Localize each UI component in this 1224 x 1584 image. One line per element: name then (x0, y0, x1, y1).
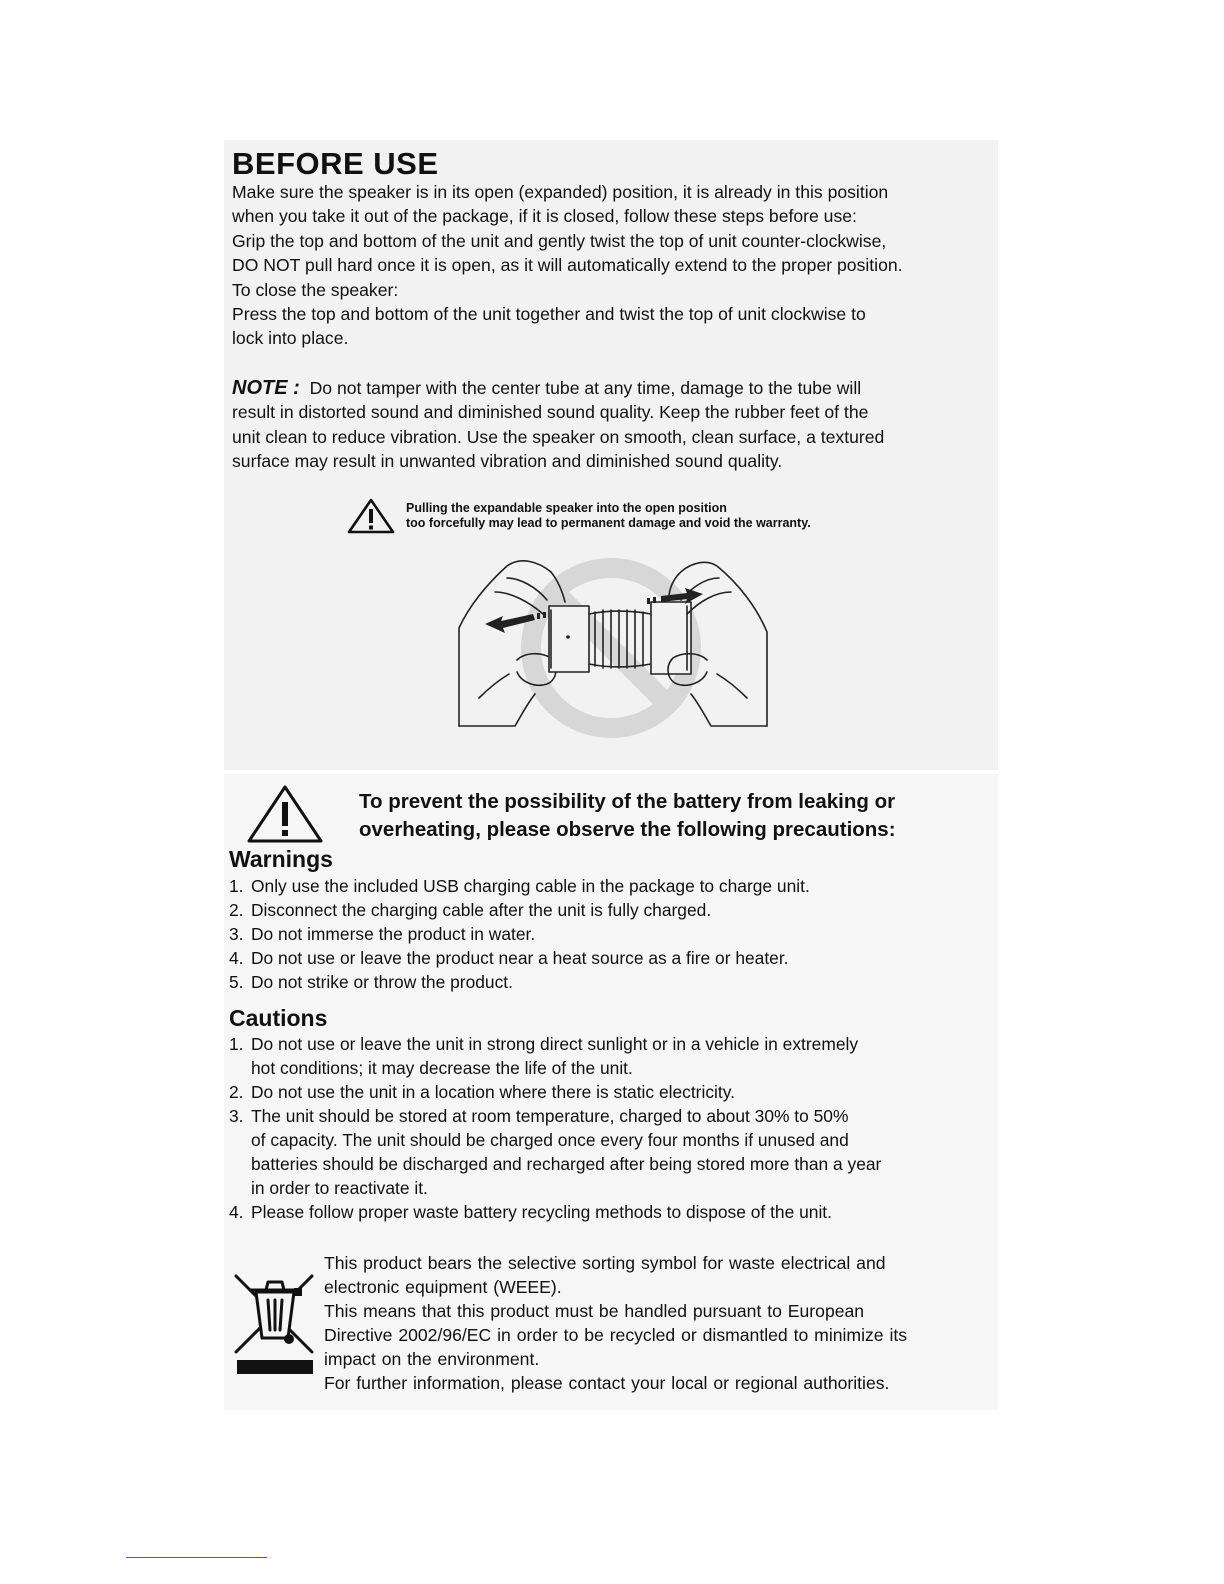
item-text-continued: of capacity. The unit should be charged once every four months if unused and (251, 1130, 849, 1150)
text-line: when you take it out of the package, if it is closed, follow these steps before use: (232, 206, 857, 227)
text-line: This product bears the selective sorting symbol for waste electrical and (324, 1253, 886, 1273)
text-line: Directive 2002/96/EC in order to be recycled or dismantled to minimize its (324, 1325, 908, 1345)
text-line: DO NOT pull hard once it is open, as it will automatically extend to the proper position. (232, 255, 903, 276)
list-item (229, 922, 810, 946)
item-number: 3. (229, 1106, 244, 1126)
text-line: Pulling the expandable speaker into the open position (406, 501, 727, 515)
weee-text (324, 1251, 907, 1395)
item-number: 1. (229, 876, 244, 896)
list-item (229, 1200, 881, 1224)
item-text-continued: batteries should be discharged and recharged after being stored more than a year (251, 1154, 882, 1174)
warning-triangle-icon (246, 784, 324, 844)
list-item (229, 1104, 881, 1200)
crossed-out-bin-icon (232, 1272, 318, 1378)
item-text: Do not strike or throw the product. (251, 972, 513, 992)
note-text (232, 376, 1002, 474)
text-line: Press the top and bottom of the unit together and twist the top of unit clockwise to (232, 304, 866, 325)
text-line: For further information, please contact your local or regional authorities. (324, 1373, 890, 1393)
item-number: 3. (229, 924, 244, 944)
list-item (229, 1080, 881, 1104)
hands-pulling-speaker-illustration (455, 548, 773, 738)
item-number: 4. (229, 948, 244, 968)
list-item (229, 946, 810, 970)
text-line: Grip the top and bottom of the unit and gently twist the top of unit counter-clockwise, (232, 230, 887, 251)
text-line: This means that this product must be handled pursuant to European (324, 1301, 865, 1321)
text-line: To prevent the possibility of the battery from leaking or (359, 790, 896, 813)
text-line: surface may result in unwanted vibration and diminished sound quality. (232, 451, 783, 472)
item-text-continued: in order to reactivate it. (251, 1178, 428, 1198)
item-number: 1. (229, 1034, 244, 1054)
item-number: 2. (229, 900, 244, 920)
text-line: impact on the environment. (324, 1349, 540, 1369)
item-text: Do not immerse the product in water. (251, 924, 536, 944)
page-title: BEFORE USE (232, 146, 439, 181)
footer-rule (126, 1557, 267, 1558)
list-item (229, 898, 810, 922)
list-item (229, 970, 810, 994)
text-line: electronic equipment (WEEE). (324, 1277, 562, 1297)
text-line: To close the speaker: (232, 279, 399, 300)
text-line: result in distorted sound and diminished sound quality. Keep the rubber feet of the (232, 402, 869, 423)
text-line: unit clean to reduce vibration. Use the speaker on smooth, clean surface, a textured (232, 426, 885, 447)
item-text-continued: hot conditions; it may decrease the life of the unit. (251, 1058, 633, 1078)
text-line: overheating, please observe the following precautions: (359, 817, 896, 841)
text-line: Do not tamper with the center tube at any time, damage to the tube will (309, 378, 862, 398)
before-use-text (232, 180, 1002, 351)
warnings-heading: Warnings (229, 846, 333, 872)
warnings-list (229, 874, 810, 994)
item-text: Please follow proper waste battery recycling methods to dispose of the unit. (251, 1202, 832, 1222)
text-line: lock into place. (232, 328, 349, 349)
list-item (229, 1032, 881, 1080)
pull-warning (406, 501, 811, 531)
item-text: Do not use or leave the unit in strong direct sunlight or in a vehicle in extremely (251, 1034, 859, 1054)
item-text: Do not use the unit in a location where there is static electricity. (251, 1082, 735, 1102)
item-text: Disconnect the charging cable after the unit is fully charged. (251, 900, 712, 920)
item-text: Only use the included USB charging cable in the package to charge unit. (251, 876, 810, 896)
note-first-line (232, 376, 1002, 400)
text-line: Make sure the speaker is in its open (expanded) position, it is already in this position (232, 182, 889, 202)
item-text: Do not use or leave the product near a heat source as a fire or heater. (251, 948, 789, 968)
text-line: too forcefully may lead to permanent damage and void the warranty. (406, 516, 811, 530)
item-number: 4. (229, 1202, 244, 1222)
item-text: The unit should be stored at room temperature, charged to about 30% to 50% (251, 1106, 849, 1126)
battery-warning (359, 788, 896, 843)
item-number: 2. (229, 1082, 244, 1102)
warning-triangle-icon (347, 498, 395, 534)
note-label: NOTE : (232, 377, 300, 399)
list-item (229, 874, 810, 898)
cautions-list (229, 1032, 881, 1224)
item-number: 5. (229, 972, 244, 992)
cautions-heading: Cautions (229, 1005, 328, 1031)
